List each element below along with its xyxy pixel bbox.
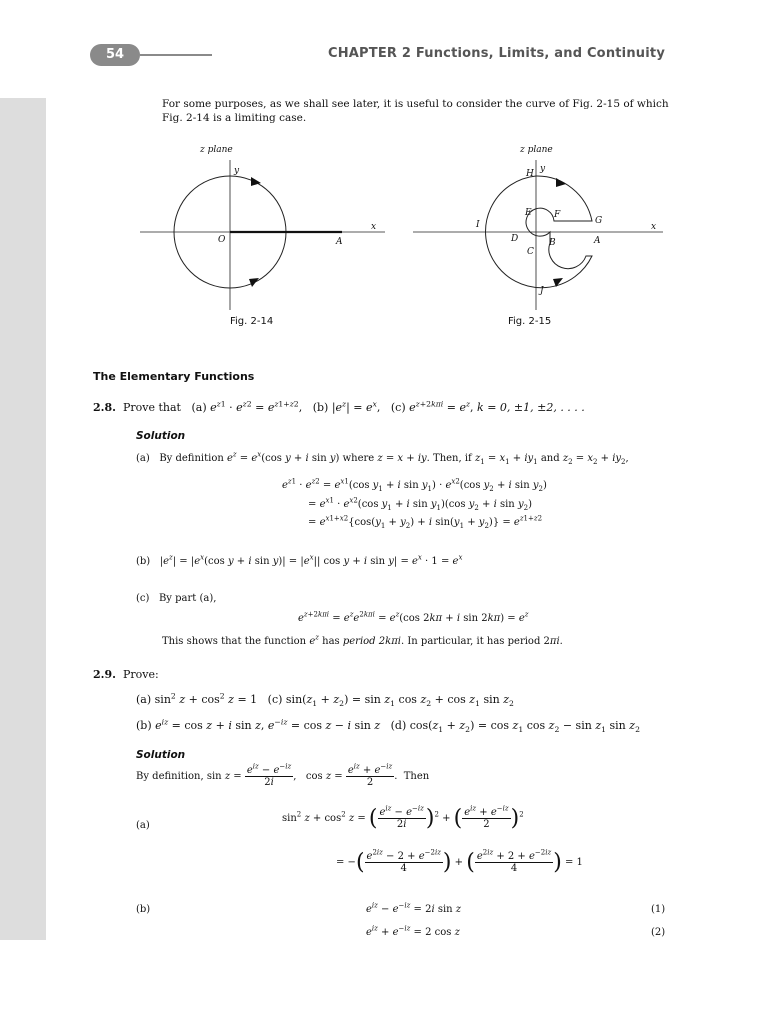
- problem-number: 2.9.: [93, 668, 116, 681]
- fig15-label-i: I: [476, 220, 480, 230]
- equation-line: = −( $\frac{e^{2iz} - 2 + e^{-2iz}}{4}$ ) + ( $\frac{e^{2iz} + 2 + e^{-2iz}}{4}$ ) = 1: [336, 848, 583, 875]
- equation-line: $e^{iz} - e^{-iz} = 2i$ sin z: [366, 901, 462, 915]
- fig15-label-h: H: [526, 169, 534, 179]
- solution-b-label: (b): [136, 904, 151, 915]
- figure-2-14: [130, 140, 400, 340]
- solution-label: Solution: [136, 749, 186, 761]
- figure-2-15: [408, 140, 678, 340]
- fig15-label-b: B: [549, 238, 556, 248]
- fig15-label-y: y: [540, 164, 546, 174]
- fig15-label-a: A: [594, 236, 601, 246]
- fig15-label-c: C: [527, 247, 534, 257]
- solution-a-line: (a) By definition $e^z = e^x(\cos$ y + i sin y) where z = x + iy. Then, if $z_1 = x_1 + iy_1$ and $z_2 = x_2 + iy_2$,: [136, 450, 629, 466]
- fig15-label-x: x: [651, 222, 657, 232]
- fig15-label-d: D: [511, 234, 519, 244]
- page-margin-bar: [0, 98, 46, 940]
- fig15-plane-label: z plane: [520, 145, 553, 155]
- fig14-diagram: [130, 140, 400, 320]
- equation-line: $e^{z+2k\pi i} = e^ze^{2k\pi i} = e^z(\cos$ 2kπ + i $\sin 2k\pi) = e^z$: [298, 610, 529, 624]
- solution-a-label: (a): [136, 820, 150, 831]
- problem-2-8-statement: 2.8. Prove that (a) $e^{z1} \cdot e^{z2} = e^{z1+z2}$, (b) $|e^z| = e^x$, (c) $e^{z+2k\pi i} = e^z$, k = 0, ±1, ±2, . . . .: [93, 399, 585, 414]
- fig15-label-j: J: [540, 286, 544, 296]
- equation-line: $e^{z1} \cdot e^{z2} = e^{x1}(\cos$ $y_1 + i$ $\sin y_1) \cdot e^{x2}(\cos$ $y_2 + i$ $\sin y_2$): [282, 477, 547, 493]
- equation-line: $\sin^2 z + \cos^2 z$ = ( $\frac{e^{iz} - e^{-iz}}{2i}$ )$^2$ + ( $\frac{e^{iz} + e^{-iz}}{2}$ )$^2$: [282, 804, 524, 831]
- solution-c-line: (c) By part (a),: [136, 593, 217, 604]
- fig14-caption: Fig. 2-14: [230, 316, 274, 327]
- chapter-title: CHAPTER 2 Functions, Limits, and Continuity: [327, 46, 665, 61]
- equation-number: (2): [651, 927, 666, 938]
- fig14-label-y: y: [234, 166, 240, 176]
- header-rule: [140, 54, 212, 56]
- intro-paragraph: For some purposes, as we shall see later, it is useful to consider the curve of Fig. 2-15 of which Fig. 2-14 is a limiting case.: [162, 98, 669, 124]
- fig14-label-o: O: [218, 235, 226, 245]
- fig15-caption: Fig. 2-15: [508, 316, 552, 327]
- definition-line: By definition, sin z = $\frac{e^{iz} - e^{-iz}}{2i}$ , cos z = $\frac{e^{iz} + e^{-iz}}{2}$ . Then: [136, 762, 430, 788]
- equation-line: $e^{iz} + e^{-iz} = 2$ cos z: [366, 924, 460, 938]
- equation-line: = $e^{x1} \cdot e^{x2}(\cos$ $y_1 + i$ $\sin y_1)(\cos$ $y_2 + i$ $\sin y_2$): [308, 496, 532, 512]
- solution-label: Solution: [136, 430, 186, 442]
- solution-b-line: (b) $|e^z| = |e^x(\cos$ y + i $\sin y)| = |e^x||$ cos y + i $\sin y| = e^x \cdot 1 = e^x$: [136, 553, 463, 567]
- equation-line: = $e^{x1+x2}\{\cos(y_1 + y_2) + i$ $\sin(y_1 + y_2)\} = e^{z1+z2}$: [308, 514, 543, 530]
- page-number: 54: [90, 44, 140, 66]
- problem-2-9-parts-ac: (a) $\sin^2 z + \cos^2 z = 1$ (c) $\sin(z_1 + z_2) = \sin z_1$ $\cos z_2 + \cos z_1$ $\sin z_2$: [136, 691, 514, 709]
- problem-number: 2.8.: [93, 401, 116, 414]
- problem-2-9-statement: 2.9. Prove:: [93, 668, 159, 681]
- equation-number: (1): [651, 904, 666, 915]
- solution-c-conclusion: This shows that the function $e^z$ has period 2kπi. In particular, it has period 2πi.: [162, 633, 563, 647]
- problem-2-9-parts-bd: (b) $e^{iz} = \cos z + i$ sin z, $e^{-iz} = \cos z - i$ sin z (d) $\cos(z_1 + z_2) = \cos z_1$ $\cos z_2 - \sin z_1$ $\sin z_2$: [136, 717, 640, 735]
- section-heading: The Elementary Functions: [93, 370, 255, 383]
- fig15-label-e: E: [525, 208, 532, 218]
- fig15-label-g: G: [595, 216, 603, 226]
- fig14-label-a: A: [336, 237, 343, 247]
- fig14-plane-label: z plane: [200, 145, 233, 155]
- fig14-label-x: x: [371, 222, 377, 232]
- fig15-label-f: F: [554, 210, 561, 220]
